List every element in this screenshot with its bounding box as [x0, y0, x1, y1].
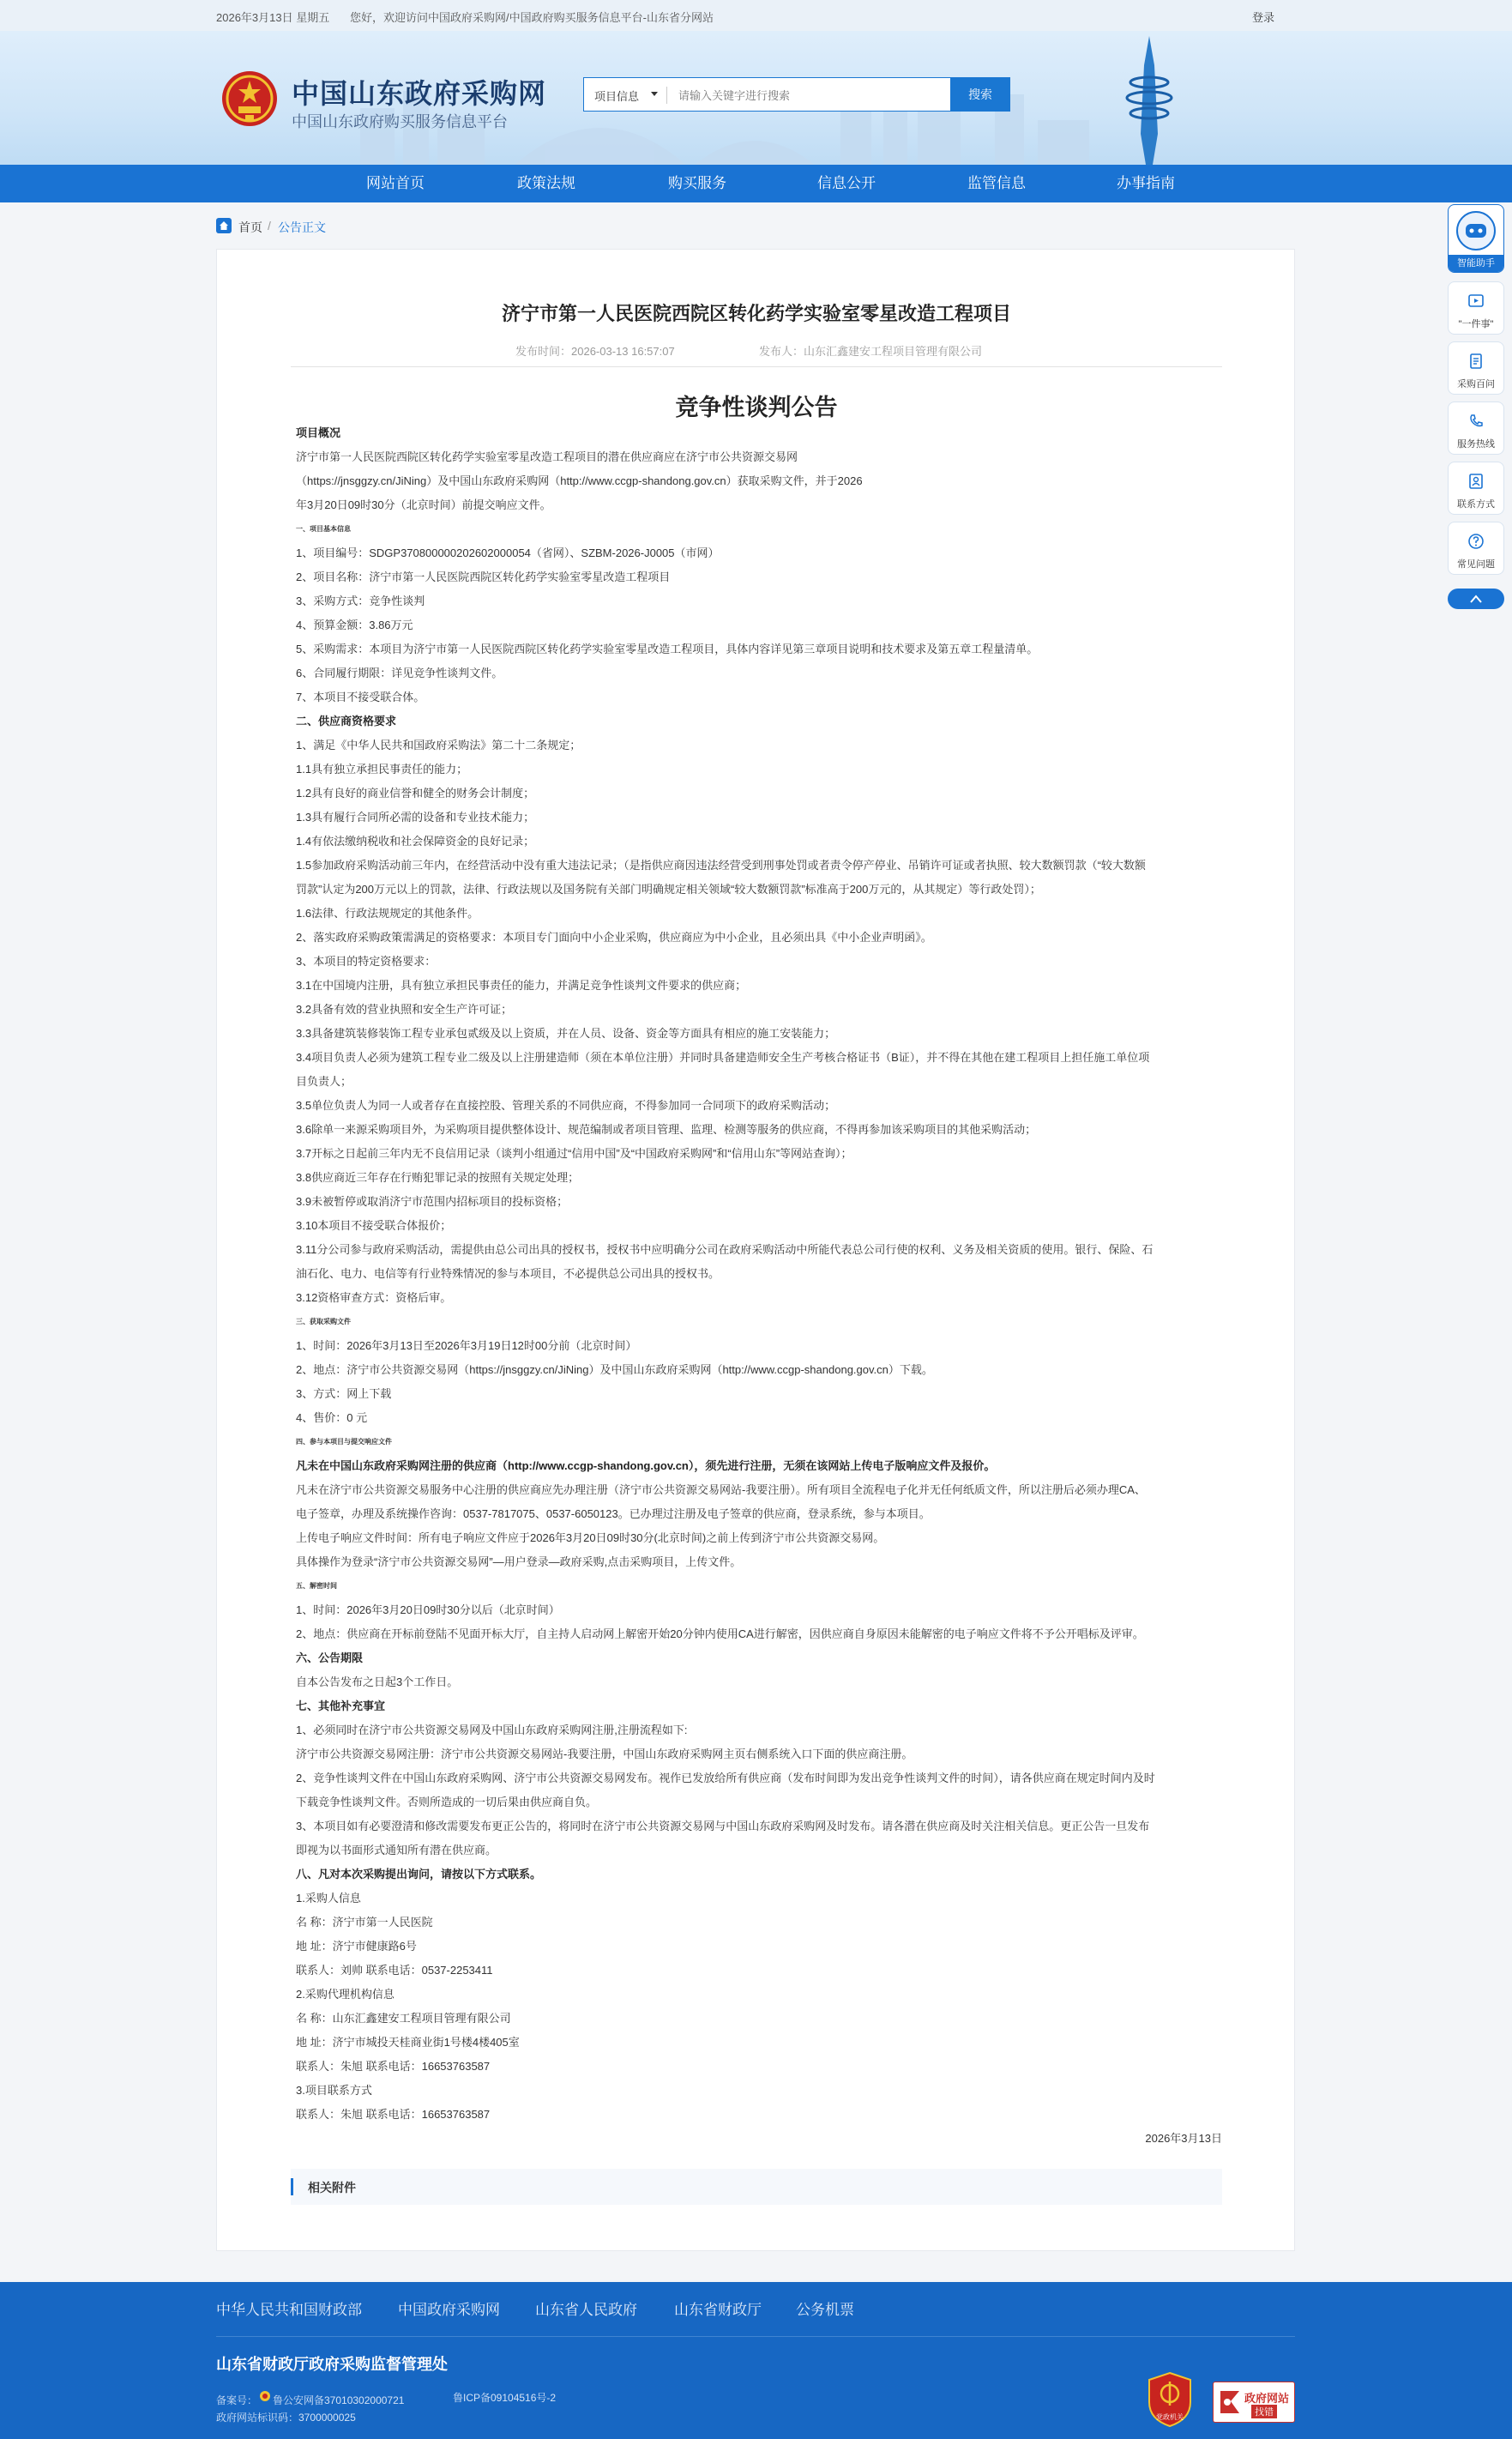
video-icon	[1467, 293, 1485, 310]
content-line: 即视为以书面形式通知所有潜在供应商。	[296, 1844, 497, 1856]
content-line: 1.3具有履行合同所必需的设备和专业技术能力；	[296, 811, 535, 824]
content-line: 4、售价：0 元	[296, 1411, 368, 1424]
content-line: 具体操作为登录“济宁市公共资源交易网”—用户登录—政府采购,点击采购项目，上传文件。	[296, 1555, 742, 1568]
content-line: 1、时间：2026年3月13日至2026年3月19日12时00分前（北京时间）	[296, 1339, 637, 1352]
site-subtitle: 中国山东政府购买服务信息平台	[292, 113, 508, 130]
publish-time: 发布时间：2026-03-13 16:57:07	[515, 345, 675, 358]
site-code: 政府网站标识码：3700000025	[216, 2412, 356, 2424]
content-line: 电子签章，办理及系统操作咨询：0537-7817075、0537-6050123。已办理过注册及电子签章的供应商，登录系统，参与本项目。	[296, 1507, 931, 1520]
footer-link-air-tickets[interactable]: 公务机票	[796, 2302, 854, 2318]
footer-link-ccgp[interactable]: 中国政府采购网	[398, 2302, 500, 2318]
breadcrumb-home-link[interactable]: 首页	[238, 220, 262, 234]
content-line: 5、采购需求：本项目为济宁市第一人民医院西院区转化药学实验室零星改造工程项目，具体内容详见第三章项目说明和技术要求及第五章工程量清单。	[296, 643, 1039, 655]
content-line: 1、项目编号：SDGP370800000202602000054（省网）、SZBM-2026-J0005（市网）	[296, 546, 720, 559]
robot-icon	[1455, 210, 1497, 251]
content-line: 3.12资格审查方式：资格后审。	[296, 1291, 452, 1304]
content-line: 2、竞争性谈判文件在中国山东政府采购网、济宁市公共资源交易网发布。视作已发放给所有供应商（发布时间即为发出竞争性谈判文件的时间），请各供应商在规定时间内及时	[296, 1772, 1155, 1784]
content-line: 7、本项目不接受联合体。	[296, 691, 425, 703]
national-emblem-icon	[220, 69, 280, 129]
nav-item-policy[interactable]: 政策法规	[517, 175, 575, 191]
sidebar-item-hotline[interactable]	[1448, 401, 1504, 455]
content-line: 地 址：济宁市健康路6号	[296, 1940, 417, 1953]
footer-divider	[216, 2336, 1295, 2337]
nav-item-home[interactable]: 网站首页	[366, 175, 425, 191]
svg-text:党政机关: 党政机关	[1156, 2413, 1184, 2421]
contact-icon	[1467, 473, 1485, 490]
content-line: 1.6法律、行政法规规定的其他条件。	[296, 907, 479, 920]
content-line: 3.8供应商近三年存在行贿犯罪记录的按照有关规定处理；	[296, 1171, 580, 1184]
question-icon	[1467, 533, 1485, 550]
login-link[interactable]: 登录	[1252, 11, 1275, 24]
footer-link-mof[interactable]: 中华人民共和国财政部	[216, 2302, 362, 2318]
content-line: 七、其他补充事宜	[296, 1699, 386, 1712]
content-line: 四、参与本项目与提交响应文件	[296, 1438, 392, 1446]
gov-site-badge-sub: 找错	[1251, 2405, 1277, 2418]
section-marker	[291, 2178, 293, 2195]
landmark-tower-illustration	[1115, 31, 1184, 165]
content-line: 4、预算金额：3.86万元	[296, 619, 413, 631]
site-footer	[0, 2282, 1512, 2439]
content-line: 2.采购代理机构信息	[296, 1988, 395, 2001]
content-line: 3.10本项目不接受联合体报价；	[296, 1219, 452, 1232]
chevron-down-icon[interactable]	[651, 92, 658, 96]
content-line: 上传电子响应文件时间：所有电子响应文件应于2026年3月20日09时30分(北京时间)之前上传到济宁市公共资源交易网。	[296, 1531, 885, 1544]
content-line: 3.2具备有效的营业执照和安全生产许可证；	[296, 1003, 513, 1016]
record-label: 备案号：	[216, 2394, 258, 2406]
announcement-body	[296, 421, 1222, 2151]
content-line: 3.6除单一来源采购项目外，为采购项目提供整体设计、规范编制或者项目管理、监理、检测等服务的供应商，不得再参加该采购项目的其他采购活动；	[296, 1123, 1037, 1136]
site-header	[0, 31, 1512, 165]
breadcrumb-separator: /	[268, 219, 271, 232]
content-line: （https://jnsggzy.cn/JiNing）及中国山东政府采购网（http://www.ccgp-shandong.gov.cn）获取采购文件，并于2026	[296, 474, 863, 487]
content-line: 五、解密时间	[296, 1582, 337, 1590]
article-card	[216, 249, 1295, 2251]
sidebar-item-label: "一件事"	[1458, 319, 1494, 329]
content-line: 项目概况	[296, 426, 341, 439]
sidebar-item-faq-book[interactable]	[1448, 341, 1504, 395]
police-record[interactable]: 鲁公安网备37010302000721	[273, 2394, 405, 2406]
content-line: 年3月20日09时30分（北京时间）前提交响应文件。	[296, 498, 551, 511]
search-divider	[666, 87, 667, 104]
police-badge-icon	[259, 2390, 271, 2402]
content-line: 目负责人；	[296, 1075, 352, 1088]
breadcrumb-current: 公告正文	[278, 220, 326, 234]
phone-icon	[1467, 413, 1485, 430]
error-report-icon	[1219, 2389, 1241, 2415]
content-line: 名 称：济宁市第一人民医院	[296, 1916, 433, 1929]
home-icon[interactable]	[216, 218, 232, 233]
content-line: 联系人：刘帅 联系电话：0537-2253411	[296, 1964, 493, 1977]
nav-item-disclosure[interactable]: 信息公开	[817, 175, 876, 191]
sidebar-item-label: 联系方式	[1457, 499, 1495, 510]
content-line: 八、凡对本次采购提出询问，请按以下方式联系。	[296, 1868, 542, 1881]
welcome-text: 您好，欢迎访问中国政府采购网/中国政府购买服务信息平台-山东省分网站	[350, 11, 714, 24]
title-divider	[291, 366, 1222, 367]
sidebar-item-label: 采购百问	[1457, 379, 1495, 389]
content-line: 三、获取采购文件	[296, 1318, 351, 1325]
content-line: 自本公告发布之日起3个工作日。	[296, 1675, 459, 1688]
sidebar-item-label: 智能助手	[1449, 255, 1503, 272]
content-line: 济宁市第一人民医院西院区转化药学实验室零星改造工程项目的潜在供应商应在济宁市公共资源交易网	[296, 450, 798, 463]
article-title: 济宁市第一人民医院西院区转化药学实验室零星改造工程项目	[501, 303, 1011, 324]
search-category-select[interactable]: 项目信息	[594, 90, 640, 103]
document-title: 竞争性谈判公告	[675, 395, 838, 420]
content-line: 1.1具有独立承担民事责任的能力；	[296, 763, 468, 776]
content-line: 2、落实政府采购政策需满足的资格要求：本项目专门面向中小企业采购，供应商应为中小企业，且必须出具《中小企业声明函》。	[296, 931, 932, 944]
sidebar-item-one-thing[interactable]	[1448, 281, 1504, 335]
content-line: 油石化、电力、电信等有行业特殊情况的参与本项目，不必提供总公司出具的授权书。	[296, 1267, 720, 1280]
nav-item-supervision[interactable]: 监管信息	[967, 175, 1026, 191]
sidebar-item-assistant[interactable]	[1448, 204, 1504, 273]
content-line: 下载竞争性谈判文件。否则所造成的一切后果由供应商自负。	[296, 1796, 598, 1808]
search-input[interactable]	[677, 85, 920, 106]
content-line: 1.2具有良好的商业信誉和健全的财务会计制度；	[296, 787, 535, 800]
content-line: 联系人：朱旭 联系电话：16653763587	[296, 2060, 491, 2073]
content-line: 3.项目联系方式	[296, 2084, 372, 2097]
icp-record[interactable]: 鲁ICP备09104516号-2	[453, 2392, 557, 2404]
content-line: 3、采购方式：竞争性谈判	[296, 595, 425, 607]
content-line: 1、时间：2026年3月20日09时30分以后（北京时间）	[296, 1603, 560, 1616]
content-line: 3.11分公司参与政府采购活动，需提供由总公司出具的授权书，授权书中应明确分公司在政府采购活动中所能代表总公司行使的权利、义务及相关资质的使用。银行、保险、石	[296, 1243, 1154, 1256]
content-line: 3.4项目负责人必须为建筑工程专业二级及以上注册建造师（须在本单位注册）并同时具备建造师安全生产考核合格证书（B证），并不得在其他在建工程项目上担任施工单位项	[296, 1051, 1150, 1064]
content-line: 联系人：朱旭 联系电话：16653763587	[296, 2108, 491, 2121]
content-line: 凡未在中国山东政府采购网注册的供应商（http://www.ccgp-shandong.gov.cn），须先进行注册，无须在该网站上传电子版响应文件及报价。	[296, 1459, 996, 1472]
sidebar-item-label: 服务热线	[1457, 439, 1495, 450]
content-line: 3、本项目如有必要澄清和修改需要发布更正公告的，将同时在济宁市公共资源交易网与中国山东政府采购网及时发布。请各潜在供应商及时关注相关信息。更正公告一旦发布	[296, 1820, 1150, 1832]
content-line: 2026年3月13日	[1145, 2132, 1222, 2145]
top-bar	[0, 0, 1512, 31]
content-line: 罚款”认定为200万元以上的罚款，法律、行政法规以及国务院有关部门明确规定相关领域“较大数额罚款”标准高于200万元的，从其规定）等行政处罚）；	[296, 883, 1041, 896]
sidebar-item-label: 常见问题	[1457, 559, 1495, 570]
publisher: 发布人：山东汇鑫建安工程项目管理有限公司	[759, 345, 983, 358]
content-line: 名 称：山东汇鑫建安工程项目管理有限公司	[296, 2012, 511, 2025]
footer-link-finance-dept[interactable]: 山东省财政厅	[674, 2302, 762, 2318]
content-line: 1、满足《中华人民共和国政府采购法》第二十二条规定；	[296, 739, 581, 752]
main-nav	[0, 165, 1512, 202]
current-date: 2026年3月13日 星期五	[216, 11, 330, 24]
content-line: 1.采购人信息	[296, 1892, 361, 1905]
content-line: 1.4有依法缴纳税收和社会保障资金的良好记录；	[296, 835, 535, 848]
gov-site-badge-title: 政府网站	[1244, 2392, 1290, 2405]
footer-link-shandong-gov[interactable]: 山东省人民政府	[535, 2302, 637, 2318]
content-line: 凡未在济宁市公共资源交易服务中心注册的供应商应先办理注册（济宁市公共资源交易网站-我要注册）。所有项目全流程电子化并无任何纸质文件，所以注册后必须办理CA、	[296, 1483, 1146, 1496]
chevron-up-icon	[1469, 594, 1483, 604]
party-gov-badge-icon[interactable]	[1146, 2371, 1194, 2428]
attachments-section	[291, 2169, 1222, 2205]
search-box	[583, 77, 1010, 112]
attachments-label: 相关附件	[308, 2181, 356, 2194]
content-line: 2、地点：济宁市公共资源交易网（https://jnsggzy.cn/JiNing）及中国山东政府采购网（http://www.ccgp-shandong.gov.cn）下载。	[296, 1363, 933, 1376]
gov-site-error-report-badge[interactable]	[1213, 2382, 1295, 2423]
content-line: 一、项目基本信息	[296, 525, 351, 533]
content-line: 3.5单位负责人为同一人或者存在直接控股、管理关系的不同供应商，不得参加同一合同项下的政府采购活动；	[296, 1099, 836, 1112]
content-line: 6、合同履行期限：详见竞争性谈判文件。	[296, 667, 503, 679]
content-line: 六、公告期限	[296, 1651, 364, 1664]
sidebar-item-questions[interactable]	[1448, 522, 1504, 575]
content-line: 地 址：济宁市城投天桂商业街1号楼4楼405室	[296, 2036, 520, 2049]
back-to-top-button[interactable]	[1448, 589, 1504, 609]
content-line: 2、项目名称：济宁市第一人民医院西院区转化药学实验室零星改造工程项目	[296, 571, 671, 583]
nav-item-guide[interactable]: 办事指南	[1117, 175, 1175, 191]
search-button[interactable]: 搜索	[950, 77, 1010, 112]
site-title: 中国山东政府采购网	[292, 78, 547, 109]
content-line: 济宁市公共资源交易网注册：济宁市公共资源交易网站-我要注册，中国山东政府采购网主页右侧系统入口下面的供应商注册。	[296, 1748, 913, 1760]
book-icon	[1467, 353, 1485, 370]
content-line: 二、供应商资格要求	[296, 715, 397, 727]
sidebar-item-contact[interactable]	[1448, 462, 1504, 515]
content-line: 3、方式：网上下载	[296, 1387, 392, 1400]
content-line: 3.3具备建筑装修装饰工程专业承包贰级及以上资质，并在人员、设备、资金等方面具有相应的施工安装能力；	[296, 1027, 836, 1040]
nav-item-services[interactable]: 购买服务	[668, 175, 726, 191]
content-line: 1、必须同时在济宁市公共资源交易网及中国山东政府采购网注册,注册流程如下:	[296, 1724, 688, 1736]
footer-organization: 山东省财政厅政府采购监督管理处	[216, 2356, 448, 2373]
content-line: 1.5参加政府采购活动前三年内，在经营活动中没有重大违法记录；（是指供应商因违法经营受到刑事处罚或者责令停产停业、吊销许可证或者执照、较大数额罚款（“较大数额	[296, 859, 1146, 872]
content-line: 3.1在中国境内注册，具有独立承担民事责任的能力，并满足竞争性谈判文件要求的供应商；	[296, 979, 747, 992]
content-line: 3.9未被暂停或取消济宁市范围内招标项目的投标资格；	[296, 1195, 569, 1208]
content-line: 3.7开标之日起前三年内无不良信用记录（谈判小组通过“信用中国”及“中国政府采购网”和“信用山东”等网站查询）；	[296, 1147, 852, 1160]
content-line: 2、地点：供应商在开标前登陆不见面开标大厅，自主持人启动网上解密开始20分钟内使用CA进行解密，因供应商自身原因未能解密的电子响应文件将不予公开唱标及评审。	[296, 1627, 1144, 1640]
content-line: 3、本项目的特定资格要求：	[296, 955, 437, 968]
